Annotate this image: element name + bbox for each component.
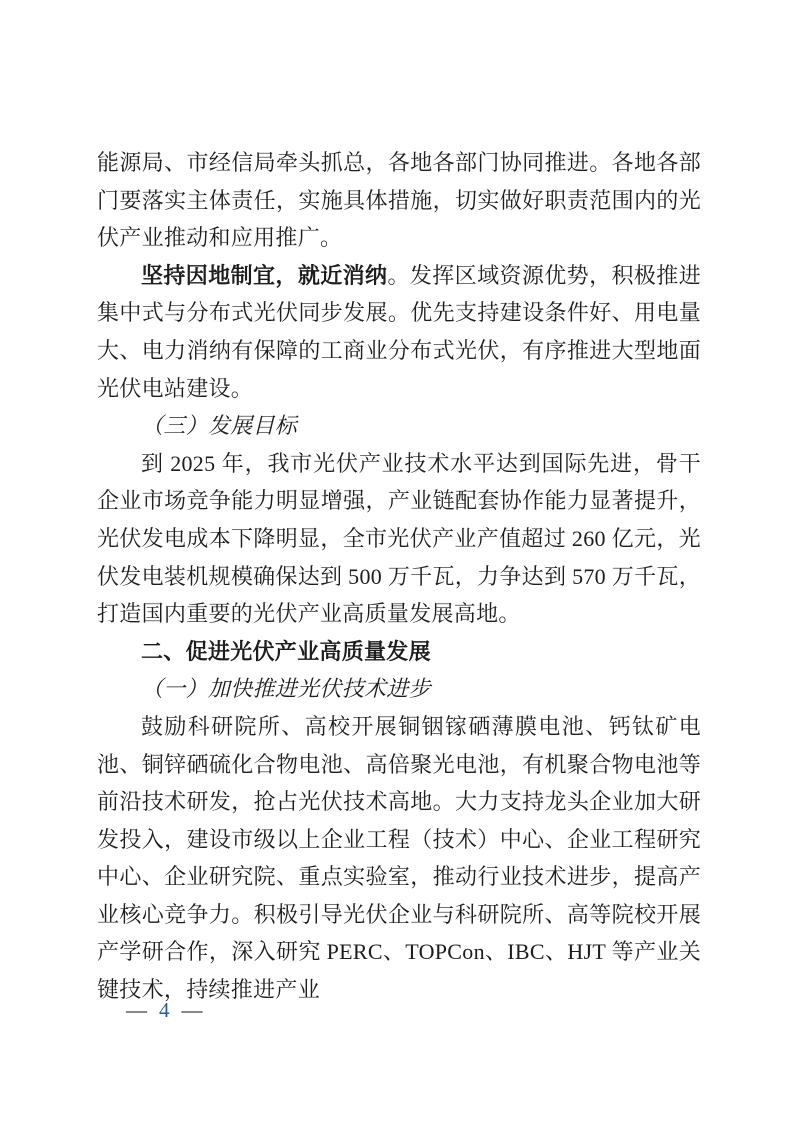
paragraph-2025-goals bbox=[97, 445, 701, 633]
document-body bbox=[97, 144, 701, 1009]
page-footer bbox=[120, 992, 209, 1029]
paragraph-text: 到 2025 年，我市光伏产业技术水平达到国际先进，骨干企业市场竞争能力明显增强，产业链配套协作能力显著提升，光伏发电成本下降明显，全市光伏产业产值超过 260 亿元，光伏发电装机规模确保达到 500 万千瓦，力争达到 570 万千瓦，打造国内重要的光伏产业高质量发展高地。 bbox=[97, 450, 701, 627]
footer-left-dash: — bbox=[126, 998, 147, 1022]
page-number: 4 bbox=[159, 998, 170, 1022]
heading-section-two bbox=[97, 633, 701, 671]
paragraph-text: 鼓励科研院所、高校开展铜铟镓硒薄膜电池、钙钛矿电池、铜锌硒硫化合物电池、高倍聚光电池，有机聚合物电池等前沿技术研发，抢占光伏技术高地。大力支持龙头企业加大研发投入，建设市级以上企业工程（技术）中心、企业工程研究中心、企业研究院、重点实验室，推动行业技术进步，提高产业核心竞争力。积极引导光伏企业与科研院所、高等院校开展产学研合作，深入研究 PERC、TOPCon、IBC、HJT 等产业关键技术，持续推进产业 bbox=[97, 713, 701, 1003]
paragraph-adapt-local-conditions bbox=[97, 257, 701, 407]
paragraph-text: 。发挥区域资源优势，积极推进集中式与分布式光伏同步发展。优先支持建设条件好、用电量大、电力消纳有保障的工商业分布式光伏，有序推进大型地面光伏电站建设。 bbox=[97, 262, 701, 401]
heading-text: （三）发展目标 bbox=[141, 413, 298, 439]
paragraph-responsibility bbox=[97, 144, 701, 257]
heading-development-goals bbox=[97, 407, 701, 445]
bold-lead-phrase: 坚持因地制宜，就近消纳 bbox=[141, 262, 388, 288]
heading-subsection-one bbox=[97, 670, 701, 708]
heading-text: （一）加快推进光伏技术进步 bbox=[141, 676, 431, 702]
paragraph-text: 能源局、市经信局牵头抓总，各地各部门协同推进。各地各部门要落实主体责任，实施具体措施，切实做好职责范围内的光伏产业推动和应用推广。 bbox=[97, 150, 701, 251]
heading-text: 二、促进光伏产业高质量发展 bbox=[141, 638, 431, 664]
footer-right-dash: — bbox=[181, 998, 203, 1022]
paragraph-tech-progress bbox=[97, 708, 701, 1009]
